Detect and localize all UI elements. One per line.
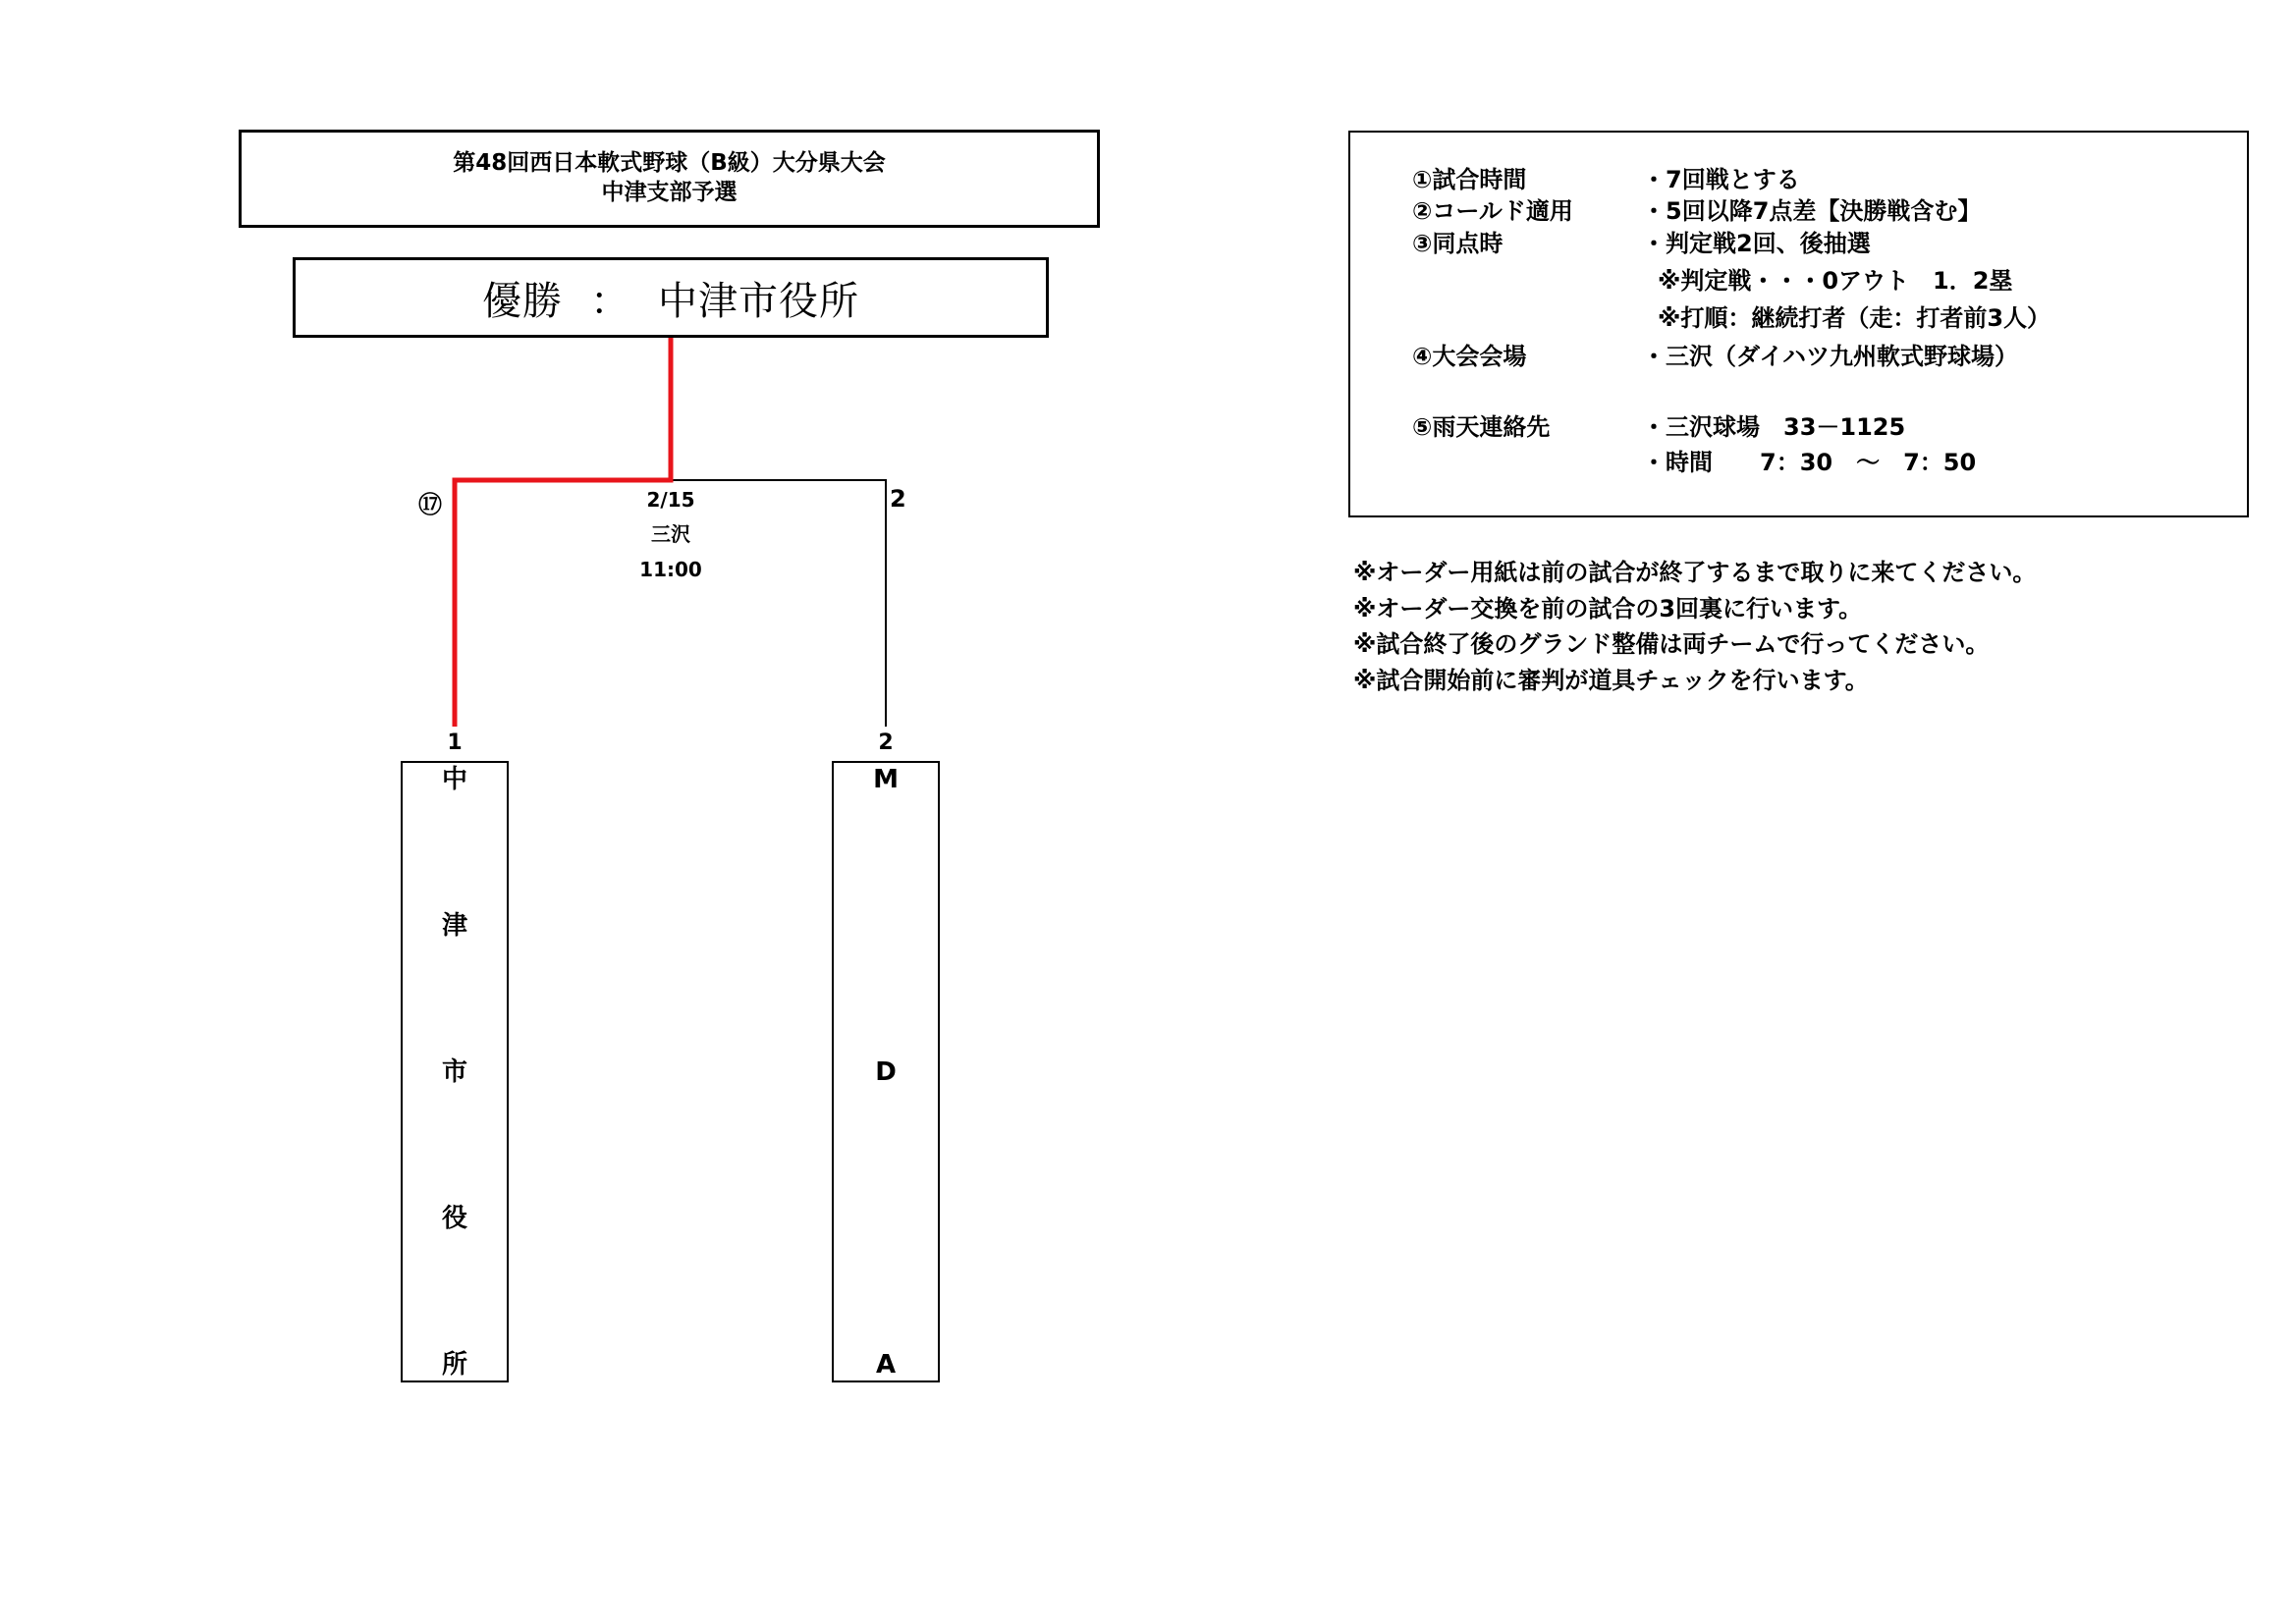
notes — [1353, 555, 2036, 698]
rule-label: ⑤雨天連絡先 — [1412, 413, 1551, 441]
match-number: ⑰ — [418, 491, 442, 518]
match-right-number: 2 — [890, 485, 906, 513]
team-1-char: 津 — [441, 911, 467, 941]
team-box-1 — [401, 761, 509, 1382]
bracket-line-right — [671, 480, 886, 727]
team-seed-2: 2 — [878, 731, 894, 755]
rule-value: ・判定戦2回、後抽選 — [1642, 230, 1871, 257]
team-seed-1: 1 — [447, 731, 463, 755]
team-2-char: M — [873, 765, 899, 794]
note-item: ※試合終了後のグランド整備は両チームで行ってください。 — [1353, 630, 1990, 658]
match-date: 2/15 — [646, 488, 695, 512]
rule-label: ④大会会場 — [1412, 343, 1527, 370]
winner-team: 中津市役所 — [658, 278, 859, 324]
winner-label: 優勝 — [482, 278, 563, 324]
rule-label: ②コールド適用 — [1412, 197, 1573, 225]
team-box-2 — [832, 761, 940, 1382]
note-item: ※オーダー交換を前の試合の3回裏に行います。 — [1353, 594, 1863, 623]
match-time: 11:00 — [639, 558, 702, 581]
match-venue: 三沢 — [651, 522, 690, 546]
note-item: ※試合開始前に審判が道具チェックを行います。 — [1353, 666, 1869, 694]
team-1-char: 所 — [441, 1350, 467, 1380]
team-1-char: 中 — [441, 765, 467, 794]
tournament-subtitle: 中津支部予選 — [601, 180, 738, 205]
winner-colon: ： — [590, 278, 630, 324]
team-1-char: 市 — [441, 1057, 467, 1087]
rule-value: ※打順：継続打者（走：打者前3人） — [1658, 304, 2051, 332]
rule-label: ③同点時 — [1412, 230, 1503, 257]
rule-value: ・三沢（ダイハツ九州軟式野球場） — [1642, 343, 2019, 370]
rule-label: ①試合時間 — [1412, 166, 1527, 193]
rule-value: ・時間 7：30 ～ 7：50 — [1642, 449, 1977, 476]
rules-box — [1348, 131, 2249, 517]
rule-value: ・7回戦とする — [1642, 166, 1800, 193]
note-item: ※オーダー用紙は前の試合が終了するまで取りに来てください。 — [1353, 559, 2037, 586]
team-2-char: A — [875, 1350, 897, 1380]
rule-value: ・三沢球場 33－1125 — [1642, 413, 1906, 441]
rule-value: ※判定戦・・・0アウト 1．2塁 — [1658, 267, 2013, 295]
rule-value: ・5回以降7点差【決勝戦含む】 — [1642, 197, 1982, 225]
team-1-char: 役 — [441, 1204, 467, 1233]
tournament-title: 第48回西日本軟式野球（B級）大分県大会 — [453, 150, 886, 176]
team-2-char: D — [875, 1057, 897, 1087]
